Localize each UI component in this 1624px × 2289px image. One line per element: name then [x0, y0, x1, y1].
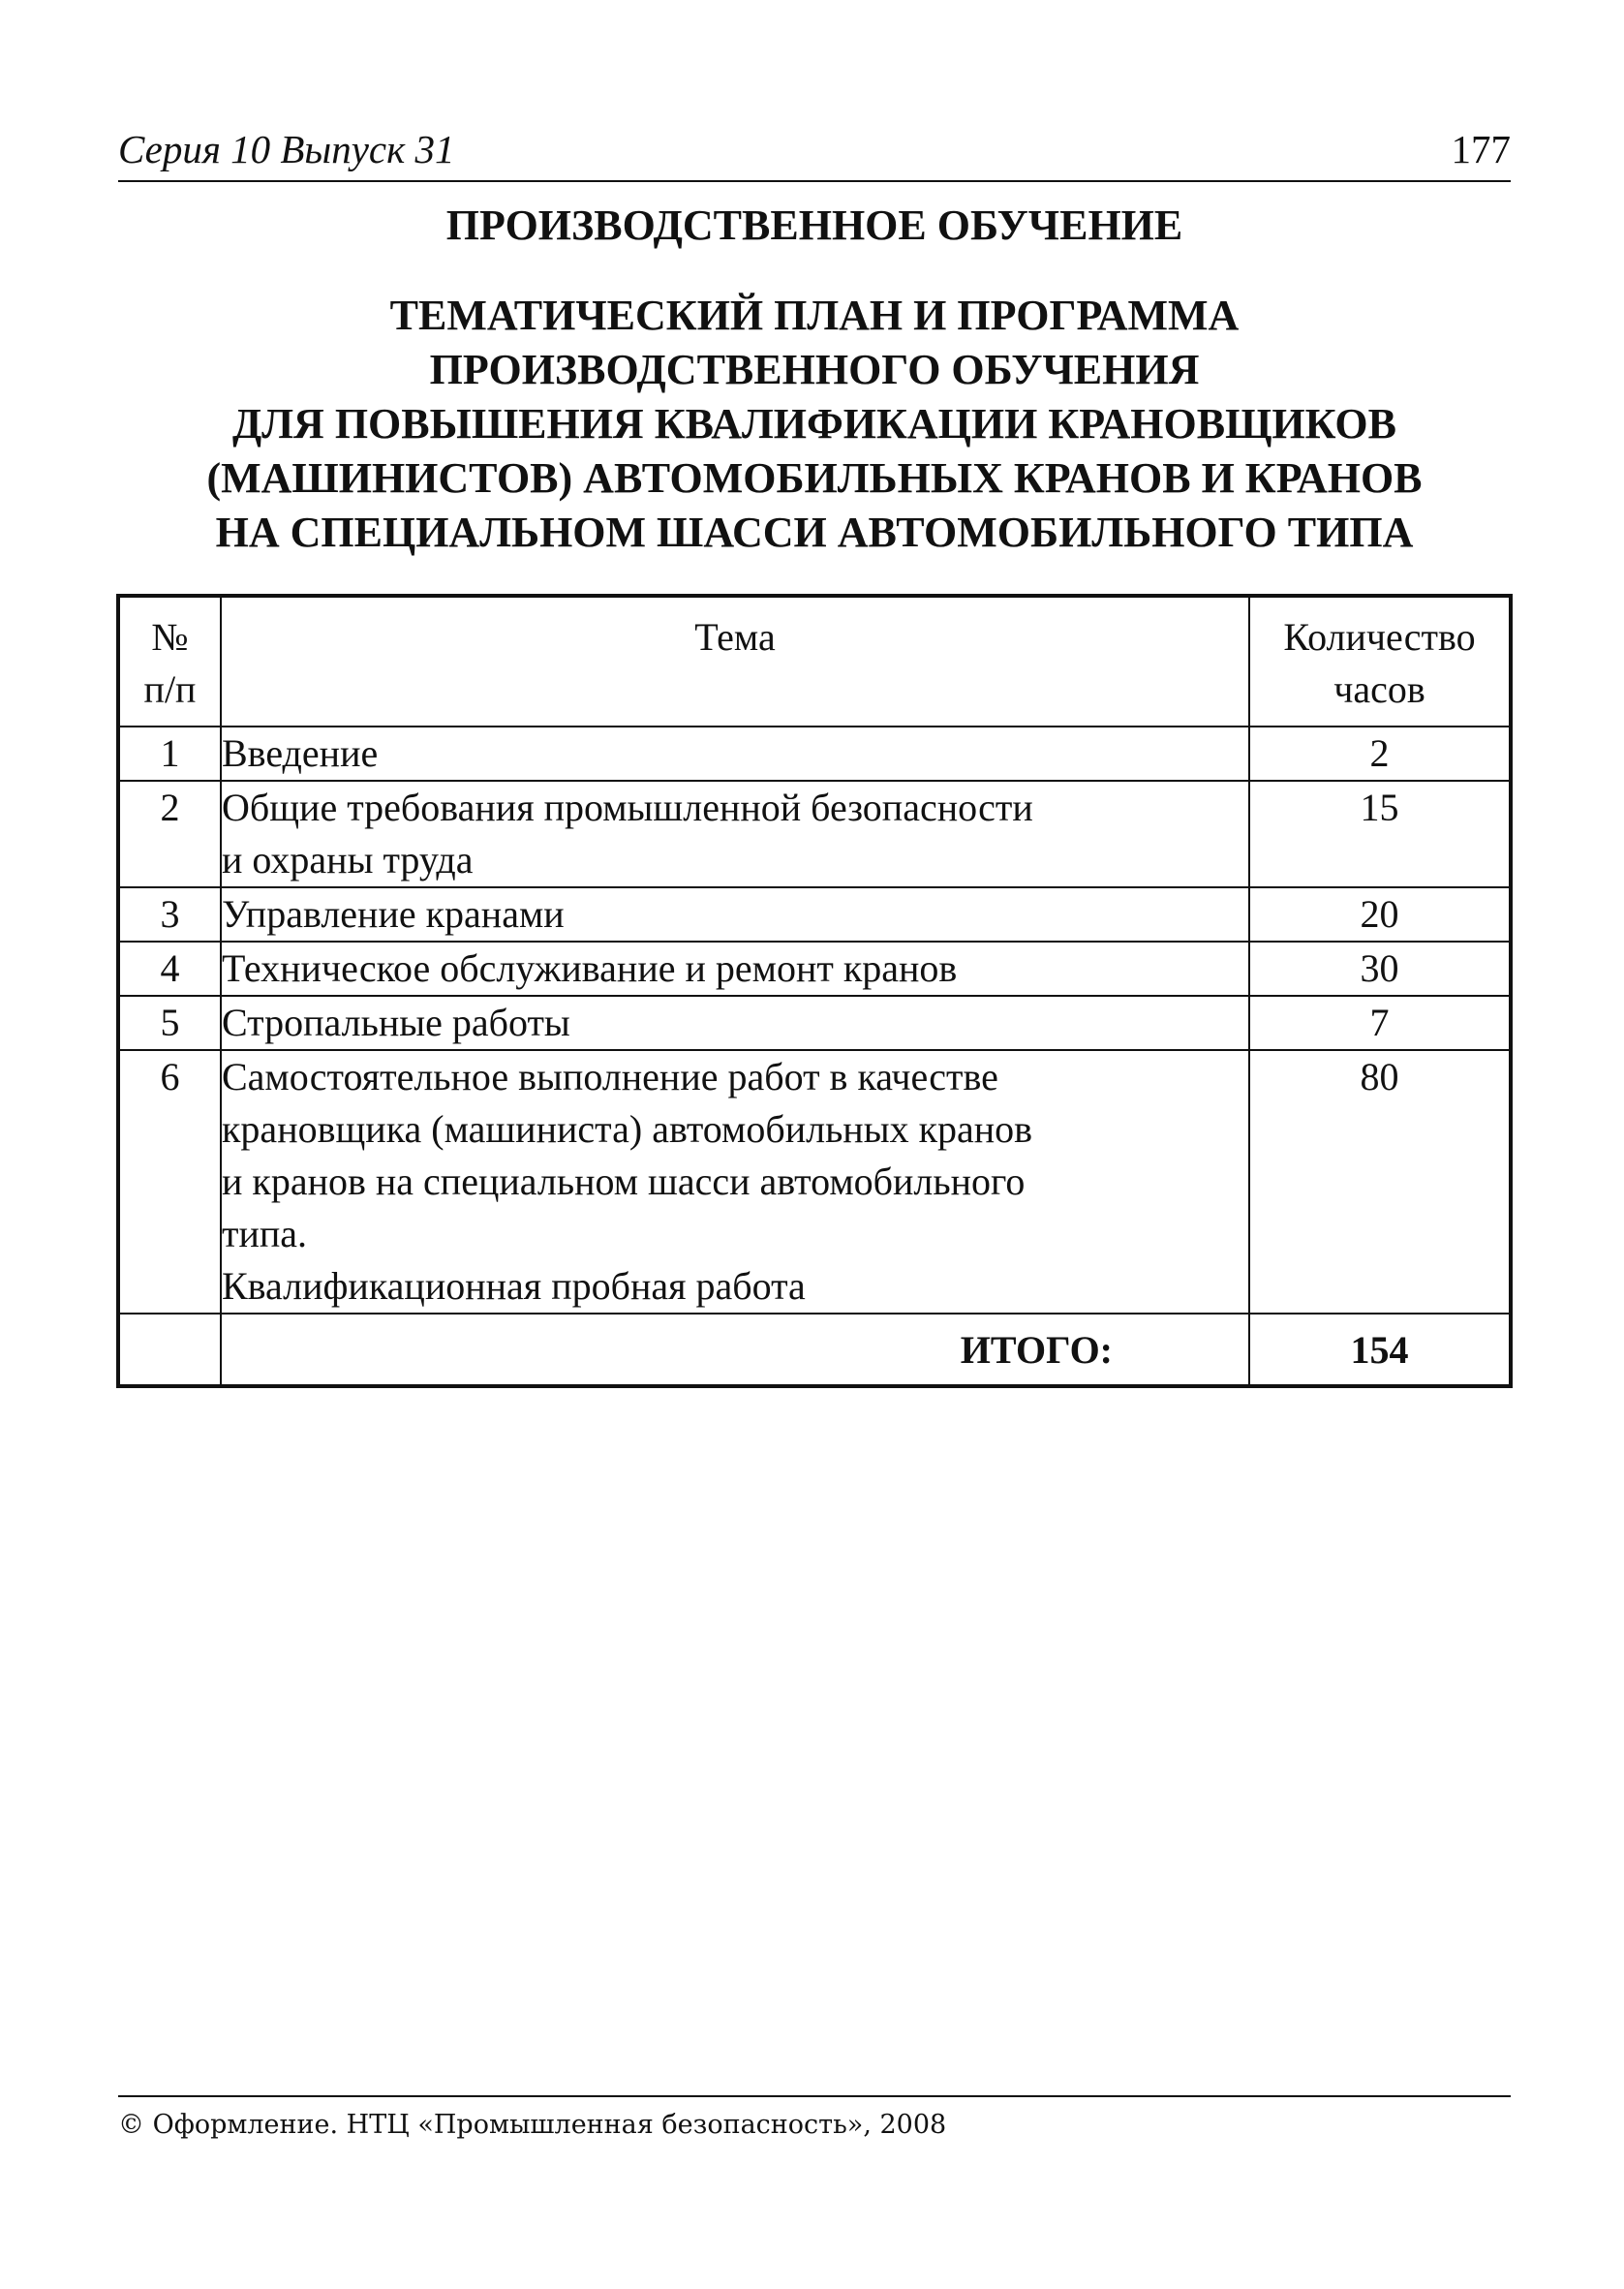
topic-line: и охраны труда [222, 838, 474, 882]
total-empty-cell [118, 1314, 221, 1386]
row-hours: 80 [1249, 1050, 1511, 1314]
row-hours: 20 [1249, 887, 1511, 942]
table-row [118, 781, 1511, 887]
series-label: Серия 10 Выпуск 31 [118, 127, 455, 171]
row-topic [221, 942, 1249, 996]
row-topic [221, 727, 1249, 781]
table-row [118, 942, 1511, 996]
table-row [118, 1050, 1511, 1314]
row-hours: 15 [1249, 781, 1511, 887]
row-number: 6 [118, 1050, 221, 1314]
table-row [118, 996, 1511, 1050]
row-number: 3 [118, 887, 221, 942]
topic-line: Общие требования промышленной безопасности [222, 786, 1033, 829]
thematic-plan-table [116, 594, 1513, 1388]
table-row [118, 887, 1511, 942]
header-hours-line: часов [1333, 667, 1425, 711]
row-topic [221, 887, 1249, 942]
topic-line: Самостоятельное выполнение работ в качестве [222, 1055, 998, 1098]
table-row [118, 727, 1511, 781]
plan-title [118, 289, 1511, 560]
row-hours: 30 [1249, 942, 1511, 996]
header-topic: Тема [221, 596, 1249, 727]
row-number: 5 [118, 996, 221, 1050]
footer-divider [118, 2095, 1511, 2097]
plan-title-line: (МАШИНИСТОВ) АВТОМОБИЛЬНЫХ КРАНОВ И КРАНОВ [206, 454, 1423, 502]
plan-title-line: ТЕМАТИЧЕСКИЙ ПЛАН И ПРОГРАММА [389, 292, 1240, 339]
topic-line: крановщика (машиниста) автомобильных кранов [222, 1107, 1033, 1151]
row-number: 4 [118, 942, 221, 996]
header-hours [1249, 596, 1511, 727]
table-header-row [118, 596, 1511, 727]
row-number: 2 [118, 781, 221, 887]
total-label: ИТОГО: [221, 1314, 1249, 1386]
header-number-line: п/п [143, 667, 197, 711]
header-number-line: № [151, 615, 189, 659]
row-number: 1 [118, 727, 221, 781]
row-topic [221, 781, 1249, 887]
plan-title-line: НА СПЕЦИАЛЬНОМ ШАССИ АВТОМОБИЛЬНОГО ТИПА [215, 509, 1414, 556]
plan-title-line: ПРОИЗВОДСТВЕННОГО ОБУЧЕНИЯ [429, 346, 1200, 393]
page-number: 177 [1451, 127, 1511, 171]
topic-line: типа. [222, 1212, 308, 1255]
copyright-footer: © Оформление. НТЦ «Промышленная безопасность», 2008 [118, 2110, 947, 2140]
header-hours-line: Количество [1283, 615, 1476, 659]
topic-line: Квалификационная пробная работа [222, 1264, 806, 1308]
row-hours: 2 [1249, 727, 1511, 781]
section-title: ПРОИЗВОДСТВЕННОЕ ОБУЧЕНИЕ [445, 201, 1183, 249]
topic-line: и кранов на специальном шасси автомобильного [222, 1160, 1026, 1203]
topic-line: Стропальные работы [222, 1001, 570, 1044]
topic-line: Техническое обслуживание и ремонт кранов [222, 946, 958, 990]
topic-line: Введение [222, 731, 379, 775]
plan-title-line: ДЛЯ ПОВЫШЕНИЯ КВАЛИФИКАЦИИ КРАНОВЩИКОВ [231, 400, 1396, 448]
row-hours: 7 [1249, 996, 1511, 1050]
total-row [118, 1314, 1511, 1386]
topic-line: Управление кранами [222, 892, 565, 936]
header-number [118, 596, 221, 727]
total-hours: 154 [1249, 1314, 1511, 1386]
row-topic [221, 1050, 1249, 1314]
row-topic [221, 996, 1249, 1050]
running-header [118, 122, 1511, 182]
